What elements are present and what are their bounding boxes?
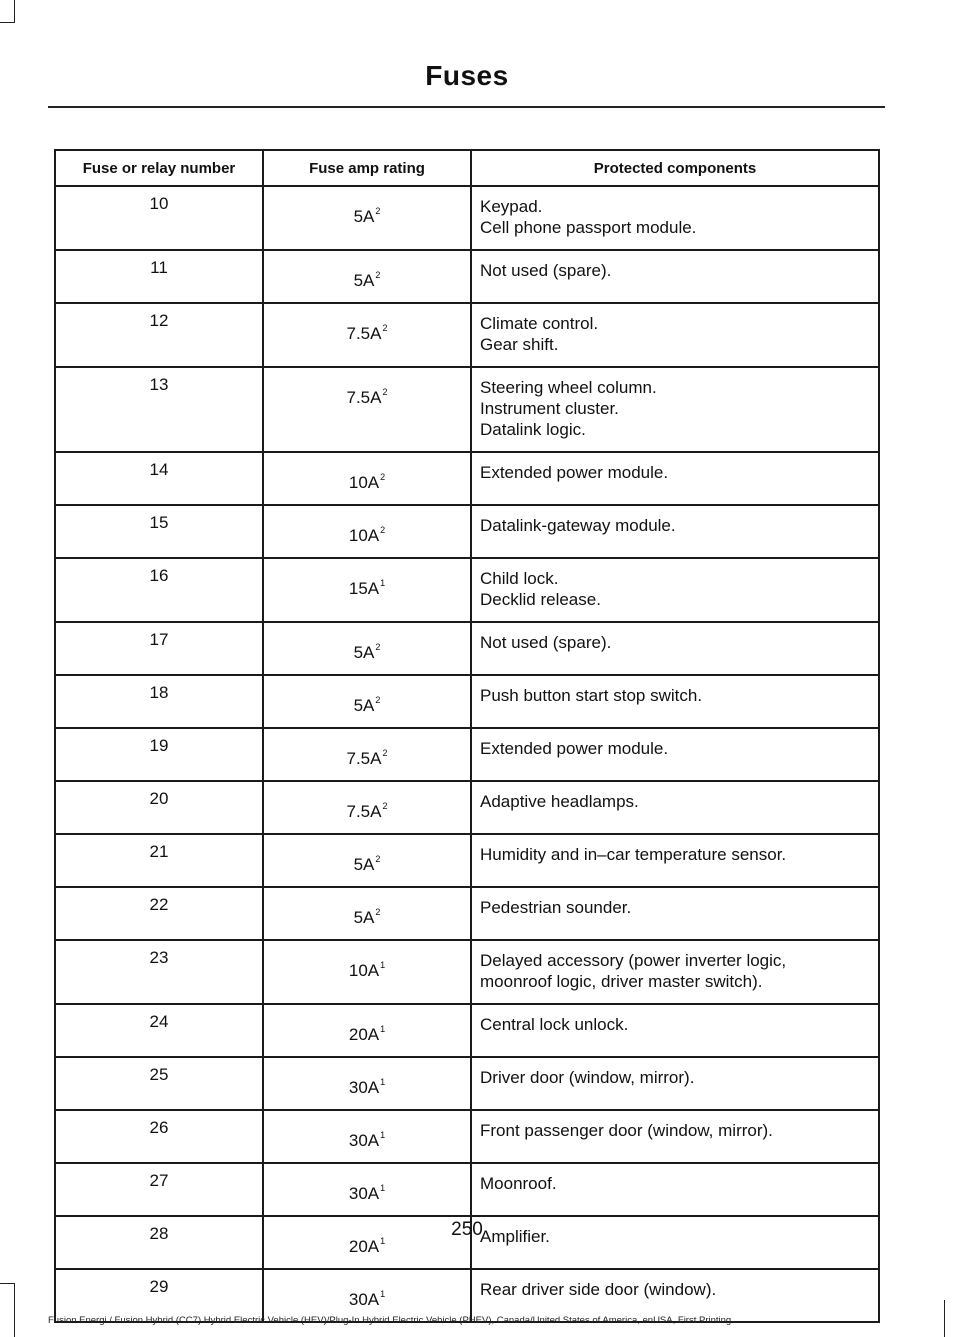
table-row [55, 250, 879, 303]
protected-components-cell [471, 675, 879, 728]
table-row [55, 622, 879, 675]
component-line: Driver door (window, mirror). [480, 1068, 695, 1087]
table-row [55, 834, 879, 887]
protected-components-cell [471, 887, 879, 940]
fuse-number-cell: 26 [55, 1110, 263, 1163]
table-row [55, 452, 879, 505]
footnote-marker: 2 [382, 323, 388, 333]
amp-rating-value: 30A [348, 1290, 380, 1309]
protected-components-cell [471, 303, 879, 367]
component-line: Amplifier. [480, 1227, 550, 1246]
amp-rating-value: 7.5A [346, 324, 382, 343]
component-line: Datalink logic. [480, 420, 586, 439]
component-line: Adaptive headlamps. [480, 792, 639, 811]
header-fuse-number: Fuse or relay number [55, 150, 263, 186]
footnote-marker: 1 [380, 1024, 386, 1034]
crop-mark-top-left-horizontal [0, 22, 15, 23]
component-line: Delayed accessory (power inverter logic, [480, 951, 787, 970]
footer-text: Fusion Energi / Fusion Hybrid (CC7) Hybrid Electric Vehicle (HEV)/Plug-In Hybrid Electric Vehicle (PHEV), Canada/United States of America, enUSA, First Printing [48, 1315, 732, 1326]
amp-rating-cell [263, 367, 471, 452]
crop-mark-bottom-left-vertical [14, 1283, 15, 1337]
table-row [55, 505, 879, 558]
protected-components-cell [471, 1057, 879, 1110]
crop-mark-bottom-left-horizontal [0, 1283, 15, 1284]
footnote-marker: 2 [380, 472, 386, 482]
component-line: Decklid release. [480, 590, 601, 609]
table-row [55, 1057, 879, 1110]
protected-components-cell [471, 1163, 879, 1216]
amp-rating-value: 30A [348, 1131, 380, 1150]
amp-rating-cell [263, 1057, 471, 1110]
protected-components-cell [471, 505, 879, 558]
component-line: Humidity and in–car temperature sensor. [480, 845, 787, 864]
amp-rating-cell [263, 728, 471, 781]
amp-rating-cell [263, 622, 471, 675]
protected-components-cell [471, 834, 879, 887]
footnote-marker: 1 [380, 960, 386, 970]
protected-components-cell [471, 940, 879, 1004]
amp-rating-value: 10A [348, 961, 380, 980]
amp-rating-value: 5A [353, 207, 375, 226]
table-row [55, 887, 879, 940]
fuse-number-cell: 28 [55, 1216, 263, 1269]
table-row [55, 558, 879, 622]
footnote-marker: 1 [380, 1289, 386, 1299]
amp-rating-value: 10A [348, 526, 380, 545]
amp-rating-value: 5A [353, 271, 375, 290]
fuse-number-cell: 17 [55, 622, 263, 675]
header-protected-components: Protected components [471, 150, 879, 186]
table-row [55, 781, 879, 834]
page-number: 250 [451, 1219, 483, 1240]
amp-rating-value: 5A [353, 908, 375, 927]
fuse-number-cell: 12 [55, 303, 263, 367]
amp-rating-value: 5A [353, 855, 375, 874]
crop-mark-bottom-right-vertical [944, 1300, 945, 1337]
table-row [55, 367, 879, 452]
protected-components-cell [471, 622, 879, 675]
component-line: Instrument cluster. [480, 399, 619, 418]
footnote-marker: 2 [382, 801, 388, 811]
fuse-number-cell: 20 [55, 781, 263, 834]
amp-rating-value: 5A [353, 696, 375, 715]
amp-rating-value: 30A [348, 1078, 380, 1097]
amp-rating-value: 20A [348, 1025, 380, 1044]
amp-rating-value: 7.5A [346, 802, 382, 821]
amp-rating-cell [263, 1004, 471, 1057]
fuse-number-cell: 19 [55, 728, 263, 781]
table-row [55, 186, 879, 250]
amp-rating-cell [263, 1110, 471, 1163]
footnote-marker: 2 [375, 695, 381, 705]
component-line: Extended power module. [480, 739, 669, 758]
footnote-marker: 1 [380, 1236, 386, 1246]
component-line: Front passenger door (window, mirror). [480, 1121, 773, 1140]
component-line: Push button start stop switch. [480, 686, 703, 705]
table-row [55, 1110, 879, 1163]
table-body [55, 186, 879, 1322]
component-line: Keypad. [480, 197, 543, 216]
table-row [55, 1004, 879, 1057]
protected-components-cell [471, 1004, 879, 1057]
protected-components-cell [471, 781, 879, 834]
component-line: Gear shift. [480, 335, 559, 354]
amp-rating-value: 7.5A [346, 388, 382, 407]
crop-mark-top-left-vertical [14, 0, 15, 22]
protected-components-cell [471, 728, 879, 781]
footnote-marker: 2 [375, 270, 381, 280]
component-line: Extended power module. [480, 463, 669, 482]
table-row [55, 1163, 879, 1216]
amp-rating-value: 7.5A [346, 749, 382, 768]
footnote-marker: 2 [375, 907, 381, 917]
protected-components-cell [471, 452, 879, 505]
footnote-marker: 1 [380, 1130, 386, 1140]
component-line: Not used (spare). [480, 261, 612, 280]
footnote-marker: 1 [380, 1077, 386, 1087]
fuse-number-cell: 23 [55, 940, 263, 1004]
component-line: moonroof logic, driver master switch). [480, 972, 763, 991]
fuse-number-cell: 14 [55, 452, 263, 505]
table-header-row [55, 150, 879, 186]
title-divider [48, 106, 885, 108]
component-line: Not used (spare). [480, 633, 612, 652]
table-row [55, 303, 879, 367]
amp-rating-value: 5A [353, 643, 375, 662]
component-line: Child lock. [480, 569, 559, 588]
amp-rating-value: 10A [348, 473, 380, 492]
amp-rating-value: 15A [348, 579, 380, 598]
amp-rating-value: 30A [348, 1184, 380, 1203]
fuse-number-cell: 22 [55, 887, 263, 940]
fuse-number-cell: 21 [55, 834, 263, 887]
footnote-marker: 2 [380, 525, 386, 535]
protected-components-cell [471, 558, 879, 622]
amp-rating-cell [263, 250, 471, 303]
fuse-number-cell: 13 [55, 367, 263, 452]
component-line: Cell phone passport module. [480, 218, 697, 237]
table-row [55, 728, 879, 781]
fuse-number-cell: 11 [55, 250, 263, 303]
footnote-marker: 2 [375, 854, 381, 864]
fuse-number-cell: 29 [55, 1269, 263, 1322]
table-row [55, 940, 879, 1004]
fuse-table [54, 149, 880, 1323]
footnote-marker: 2 [382, 748, 388, 758]
table-row [55, 675, 879, 728]
fuse-number-cell: 25 [55, 1057, 263, 1110]
amp-rating-cell [263, 558, 471, 622]
footnote-marker: 2 [375, 642, 381, 652]
component-line: Steering wheel column. [480, 378, 657, 397]
amp-rating-cell [263, 505, 471, 558]
component-line: Moonroof. [480, 1174, 557, 1193]
protected-components-cell [471, 1110, 879, 1163]
protected-components-cell [471, 250, 879, 303]
amp-rating-cell [263, 186, 471, 250]
amp-rating-cell [263, 1163, 471, 1216]
fuse-number-cell: 10 [55, 186, 263, 250]
footnote-marker: 2 [375, 206, 381, 216]
protected-components-cell [471, 186, 879, 250]
fuse-number-cell: 16 [55, 558, 263, 622]
fuse-number-cell: 15 [55, 505, 263, 558]
fuse-number-cell: 27 [55, 1163, 263, 1216]
fuse-number-cell: 18 [55, 675, 263, 728]
amp-rating-cell [263, 940, 471, 1004]
component-line: Pedestrian sounder. [480, 898, 632, 917]
amp-rating-cell [263, 887, 471, 940]
amp-rating-value: 20A [348, 1237, 380, 1256]
footnote-marker: 2 [382, 387, 388, 397]
component-line: Central lock unlock. [480, 1015, 629, 1034]
page-title: Fuses [425, 60, 509, 91]
amp-rating-cell [263, 781, 471, 834]
amp-rating-cell [263, 303, 471, 367]
amp-rating-cell [263, 452, 471, 505]
amp-rating-cell [263, 675, 471, 728]
component-line: Rear driver side door (window). [480, 1280, 717, 1299]
amp-rating-cell [263, 834, 471, 887]
protected-components-cell [471, 367, 879, 452]
component-line: Datalink-gateway module. [480, 516, 676, 535]
fuse-number-cell: 24 [55, 1004, 263, 1057]
component-line: Climate control. [480, 314, 599, 333]
header-amp-rating: Fuse amp rating [263, 150, 471, 186]
footnote-marker: 1 [380, 1183, 386, 1193]
footnote-marker: 1 [380, 578, 386, 588]
